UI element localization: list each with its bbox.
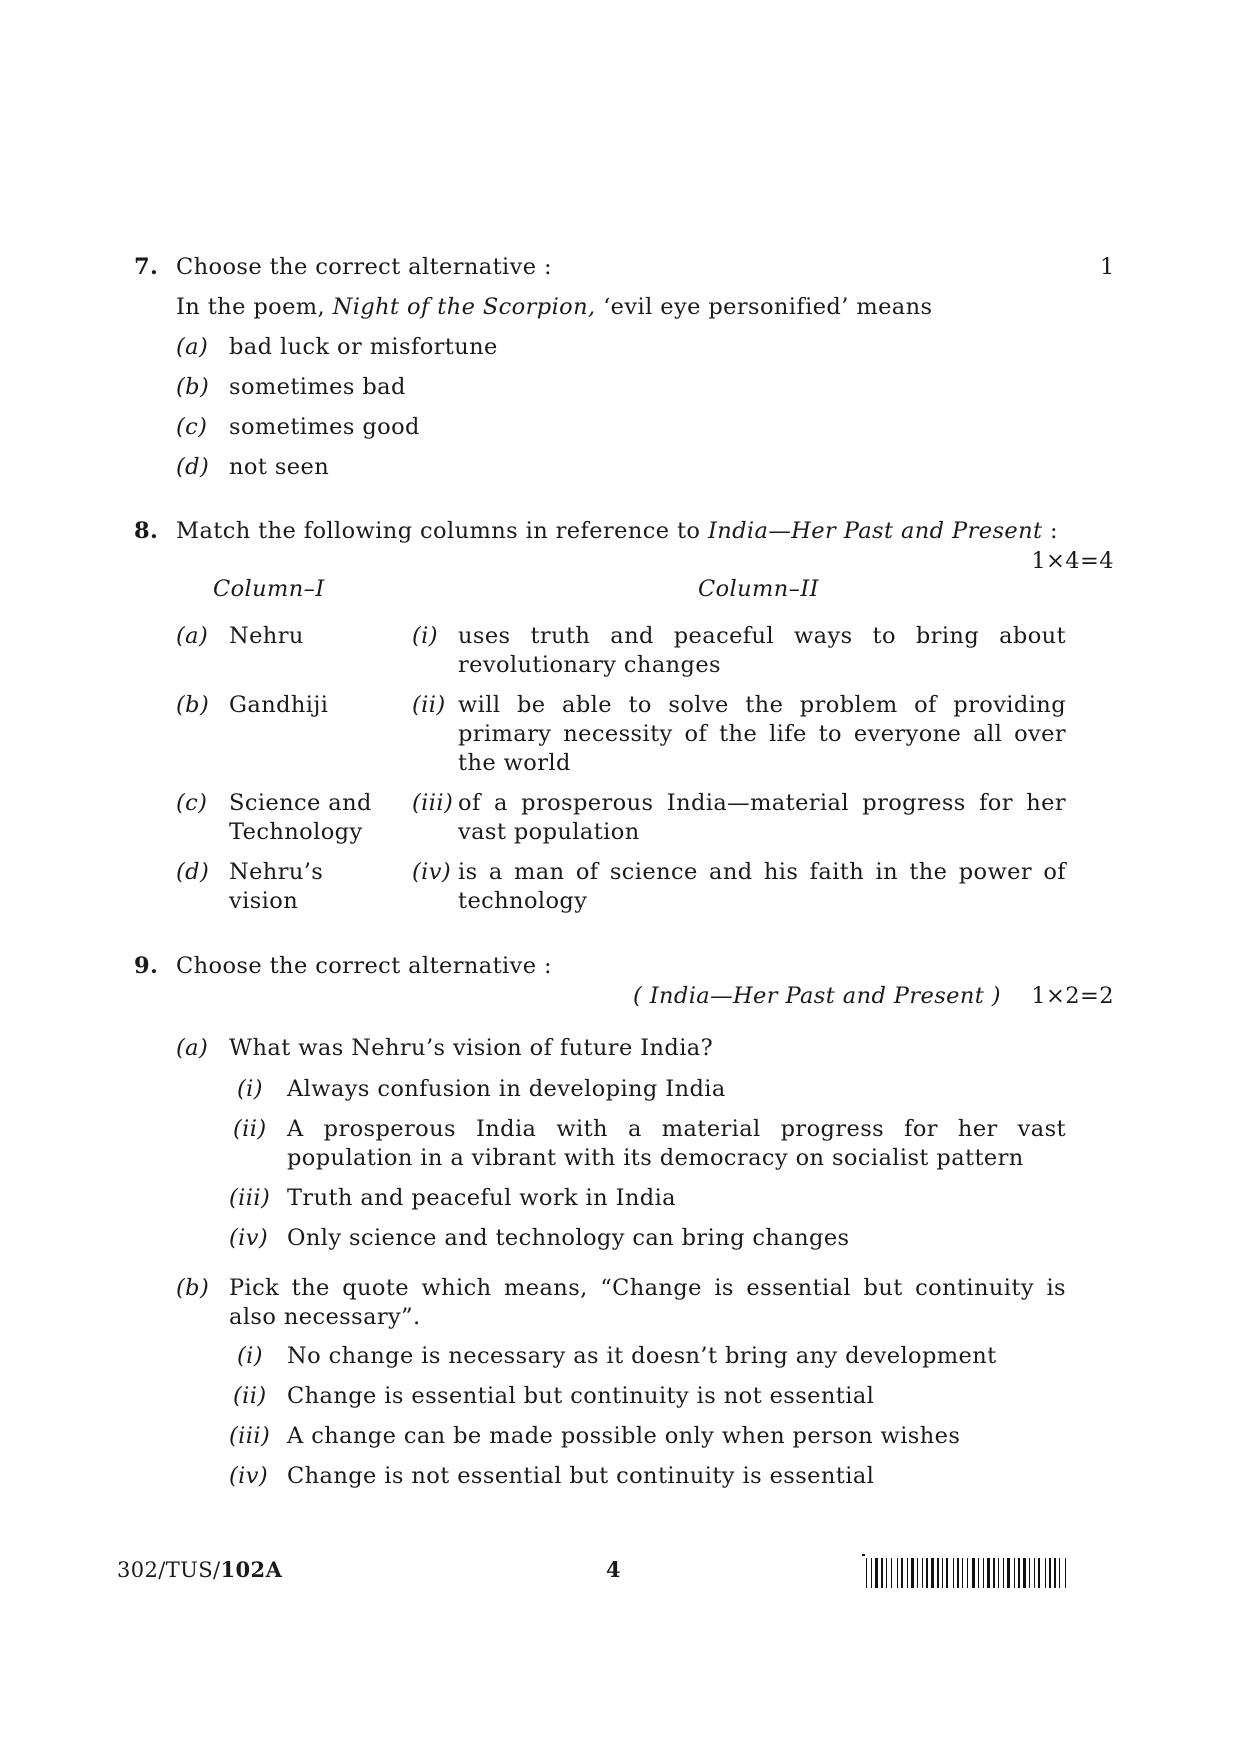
q8-column-1-header: Column–I <box>213 576 325 602</box>
q7-option-label: (b) <box>176 374 210 400</box>
q8-right-item-line: technology <box>458 888 588 914</box>
q8-left-item: vision <box>229 888 299 914</box>
q8-left-item: Science and <box>229 790 372 816</box>
q8-instruction <box>176 518 1058 544</box>
paper-code-prefix: 302/TUS/ <box>117 1558 221 1582</box>
q9-option-label: (iv) <box>229 1463 269 1489</box>
q9-option-text: Only science and technology can bring changes <box>287 1225 850 1251</box>
q9-option-label: (ii) <box>233 1116 267 1142</box>
q9-option-text: Truth and peaceful work in India <box>287 1185 676 1211</box>
q9-option-label: (iii) <box>229 1423 271 1449</box>
q8-row-label: (c) <box>176 790 208 816</box>
q8-row-label: (b) <box>176 692 210 718</box>
q7-option-a[interactable] <box>176 334 576 363</box>
q7-stem-pre: In the poem, <box>176 294 326 320</box>
q8-right-number: (iii) <box>412 790 454 816</box>
q9a-option[interactable] <box>229 1075 1066 1104</box>
q7-marks: 1 <box>1100 254 1115 280</box>
q8-marks: 1×4=4 <box>1031 548 1114 574</box>
q8-right-number: (ii) <box>412 692 446 718</box>
q9-option-text: Change is essential but continuity is not essential <box>287 1383 875 1409</box>
q8-left-item: Nehru’s <box>229 859 324 885</box>
q7-stem <box>176 294 932 320</box>
q9-reference: ( India—Her Past and Present ) <box>633 983 1001 1009</box>
q8-right-item-line: of a prosperous India—material progress for her <box>458 790 1066 816</box>
q9-option-text: A prosperous India with a material progress for her vast <box>287 1116 1066 1142</box>
q7-option-text: bad luck or misfortune <box>229 334 498 360</box>
q9-option-label: (i) <box>237 1343 263 1369</box>
q7-option-b[interactable] <box>176 374 576 403</box>
paper-code <box>117 1557 282 1582</box>
q9-option-text: Always confusion in developing India <box>287 1076 726 1102</box>
q7-poem-title: Night of the Scorpion, <box>332 294 596 320</box>
q8-row-label: (d) <box>176 859 210 885</box>
q9-part-label: (a) <box>176 1035 209 1061</box>
q9a-option[interactable] <box>229 1184 1066 1213</box>
q9-option-label: (i) <box>237 1076 263 1102</box>
q8-right-item-line: is a man of science and his faith in the power of <box>458 859 1066 885</box>
q8-instruction-post: : <box>1050 518 1058 544</box>
q9-part-question: Pick the quote which means, “Change is essential but continuity is <box>229 1275 1066 1301</box>
q7-option-d[interactable] <box>176 454 576 483</box>
q8-right-number: (i) <box>412 623 438 649</box>
q9-option-text: No change is necessary as it doesn’t bring any development <box>287 1343 997 1369</box>
q9b-option[interactable] <box>229 1422 1066 1451</box>
q8-right-item-line: primary necessity of the life to everyone all over <box>458 721 1066 747</box>
q9b-option[interactable] <box>229 1382 1066 1411</box>
q8-left-item: Technology <box>229 819 363 845</box>
q9b-option[interactable] <box>229 1342 1066 1371</box>
q9-option-text: Change is not essential but continuity is essential <box>287 1463 875 1489</box>
q8-right-item-line: uses truth and peaceful ways to bring about <box>458 623 1066 649</box>
page-number: 4 <box>606 1557 622 1582</box>
q9b-option[interactable] <box>229 1462 1066 1491</box>
q8-right-item-line: revolutionary changes <box>458 652 721 678</box>
q8-left-item: Nehru <box>229 623 304 649</box>
q8-column-2-header: Column–II <box>698 576 819 602</box>
q8-right-item-line: the world <box>458 750 571 776</box>
q7-option-text: sometimes bad <box>229 374 406 400</box>
q9-option-label: (iii) <box>229 1185 271 1211</box>
q7-option-label: (d) <box>176 454 210 480</box>
barcode-image <box>862 1554 1130 1588</box>
q8-instruction-pre: Match the following columns in reference to <box>176 518 701 544</box>
q9-option-label: (ii) <box>233 1383 267 1409</box>
q8-number: 8. <box>134 518 159 544</box>
q9-number: 9. <box>134 953 159 979</box>
q7-option-text: not seen <box>229 454 330 480</box>
q9-option-label: (iv) <box>229 1225 269 1251</box>
q7-instruction: Choose the correct alternative : <box>176 254 553 280</box>
q8-left-item: Gandhiji <box>229 692 329 718</box>
q9-part-question: What was Nehru’s vision of future India? <box>229 1035 714 1061</box>
q8-right-number: (iv) <box>412 859 452 885</box>
q7-option-label: (c) <box>176 414 208 440</box>
q8-right-item-line: vast population <box>458 819 640 845</box>
q8-right-item-line: will be able to solve the problem of providing <box>458 692 1066 718</box>
q9-instruction: Choose the correct alternative : <box>176 953 553 979</box>
paper-code-suffix: 102A <box>220 1557 283 1582</box>
q9-option-text: population in a vibrant with its democracy on socialist pattern <box>287 1145 1024 1171</box>
q8-row-label: (a) <box>176 623 209 649</box>
q7-option-c[interactable] <box>176 414 576 443</box>
q9-part-label: (b) <box>176 1275 210 1301</box>
q7-option-label: (a) <box>176 334 209 360</box>
q9a-option[interactable] <box>229 1115 1066 1173</box>
q7-option-text: sometimes good <box>229 414 420 440</box>
q9-part-question: also necessary”. <box>229 1304 421 1330</box>
q7-number: 7. <box>134 254 159 280</box>
q8-book-title: India—Her Past and Present <box>707 518 1043 544</box>
q7-stem-post: ‘evil eye personified’ means <box>603 294 933 320</box>
q9-option-text: A change can be made possible only when person wishes <box>287 1423 961 1449</box>
q9a-option[interactable] <box>229 1224 1066 1253</box>
q9-marks: 1×2=2 <box>1031 983 1114 1009</box>
